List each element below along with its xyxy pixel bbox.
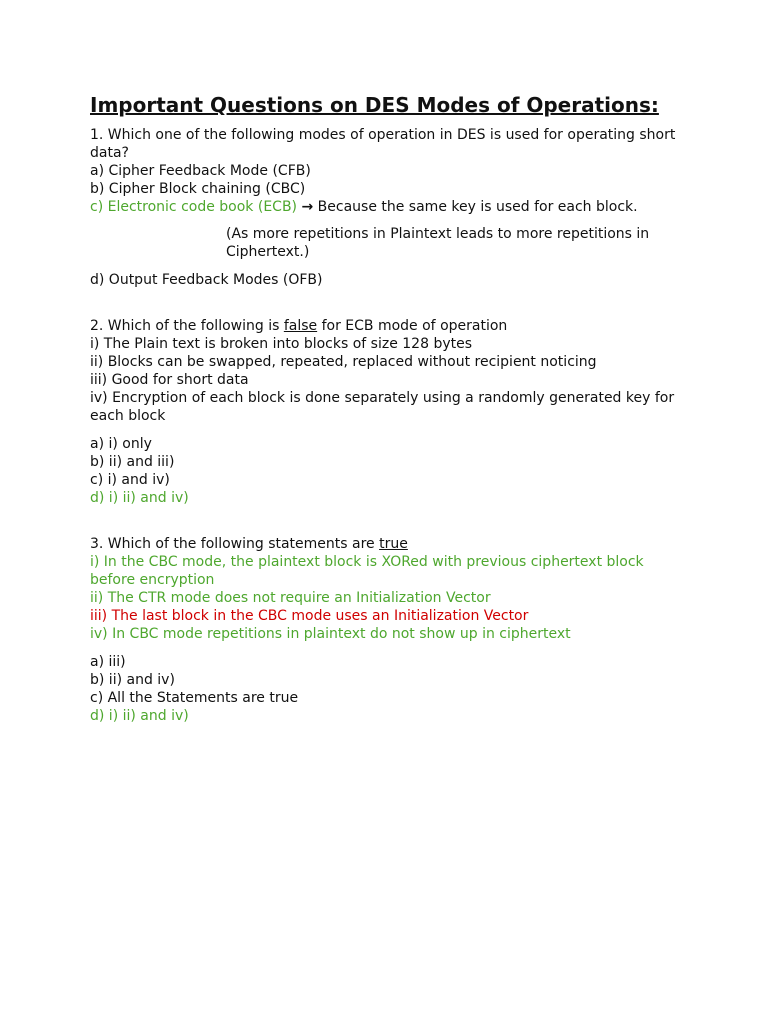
- q2-statement-ii: ii) Blocks can be swapped, repeated, replaced without recipient noticing: [90, 354, 597, 370]
- q1-option-b: b) Cipher Block chaining (CBC): [90, 181, 306, 197]
- q3-statement-iv: iv) In CBC mode repetitions in plaintext do not show up in ciphertext: [90, 626, 571, 642]
- question-1-text: 1. Which one of the following modes of operation in DES is used for operating short data?: [90, 127, 676, 161]
- q3-statement-ii: ii) The CTR mode does not require an Initialization Vector: [90, 590, 491, 606]
- question-2: [90, 317, 680, 507]
- q1-option-c-row: [90, 198, 680, 216]
- q3-option-c: c) All the Statements are true: [90, 690, 299, 706]
- page-title: Important Questions on DES Modes of Operations:: [90, 93, 659, 117]
- q2-statement-i: i) The Plain text is broken into blocks of size 128 bytes: [90, 336, 473, 352]
- q1-option-c: c) Electronic code book (ECB): [90, 199, 298, 215]
- q3-keyword: true: [379, 536, 408, 552]
- q3-statement-iii: iii) The last block in the CBC mode uses an Initialization Vector: [90, 608, 529, 624]
- q3-option-a: a) iii): [90, 654, 126, 670]
- q3-option-d: d) i) ii) and iv): [90, 708, 189, 724]
- q2-statement-iv: iv) Encryption of each block is done separately using a randomly generated key for each block: [90, 390, 675, 424]
- question-3: [90, 535, 680, 725]
- question-2-text: [90, 317, 680, 335]
- document-page: [90, 92, 680, 725]
- q3-option-b: b) ii) and iv): [90, 672, 175, 688]
- q2-keyword: false: [283, 318, 318, 334]
- q1-note: (As more repetitions in Plaintext leads to more repetitions in Ciphertext.): [226, 226, 650, 260]
- q2-text-prefix: 2. Which of the following is: [90, 318, 284, 334]
- q3-text-prefix: 3. Which of the following statements are: [90, 536, 380, 552]
- question-3-text: [90, 535, 680, 553]
- q2-option-a: a) i) only: [90, 436, 152, 452]
- q2-statement-iii: iii) Good for short data: [90, 372, 249, 388]
- q1-option-a: a) Cipher Feedback Mode (CFB): [90, 163, 311, 179]
- q1-option-d: d) Output Feedback Modes (OFB): [90, 272, 323, 288]
- q2-text-suffix: for ECB mode of operation: [317, 318, 508, 334]
- q3-statement-i: i) In the CBC mode, the plaintext block is XORed with previous ciphertext block before encryption: [90, 554, 644, 588]
- q1-explanation: Because the same key is used for each block.: [317, 199, 638, 215]
- q2-option-c: c) i) and iv): [90, 472, 170, 488]
- arrow-right-icon: →: [301, 199, 314, 215]
- q2-option-d: d) i) ii) and iv): [90, 490, 189, 506]
- question-1: [90, 126, 680, 289]
- q2-option-b: b) ii) and iii): [90, 454, 175, 470]
